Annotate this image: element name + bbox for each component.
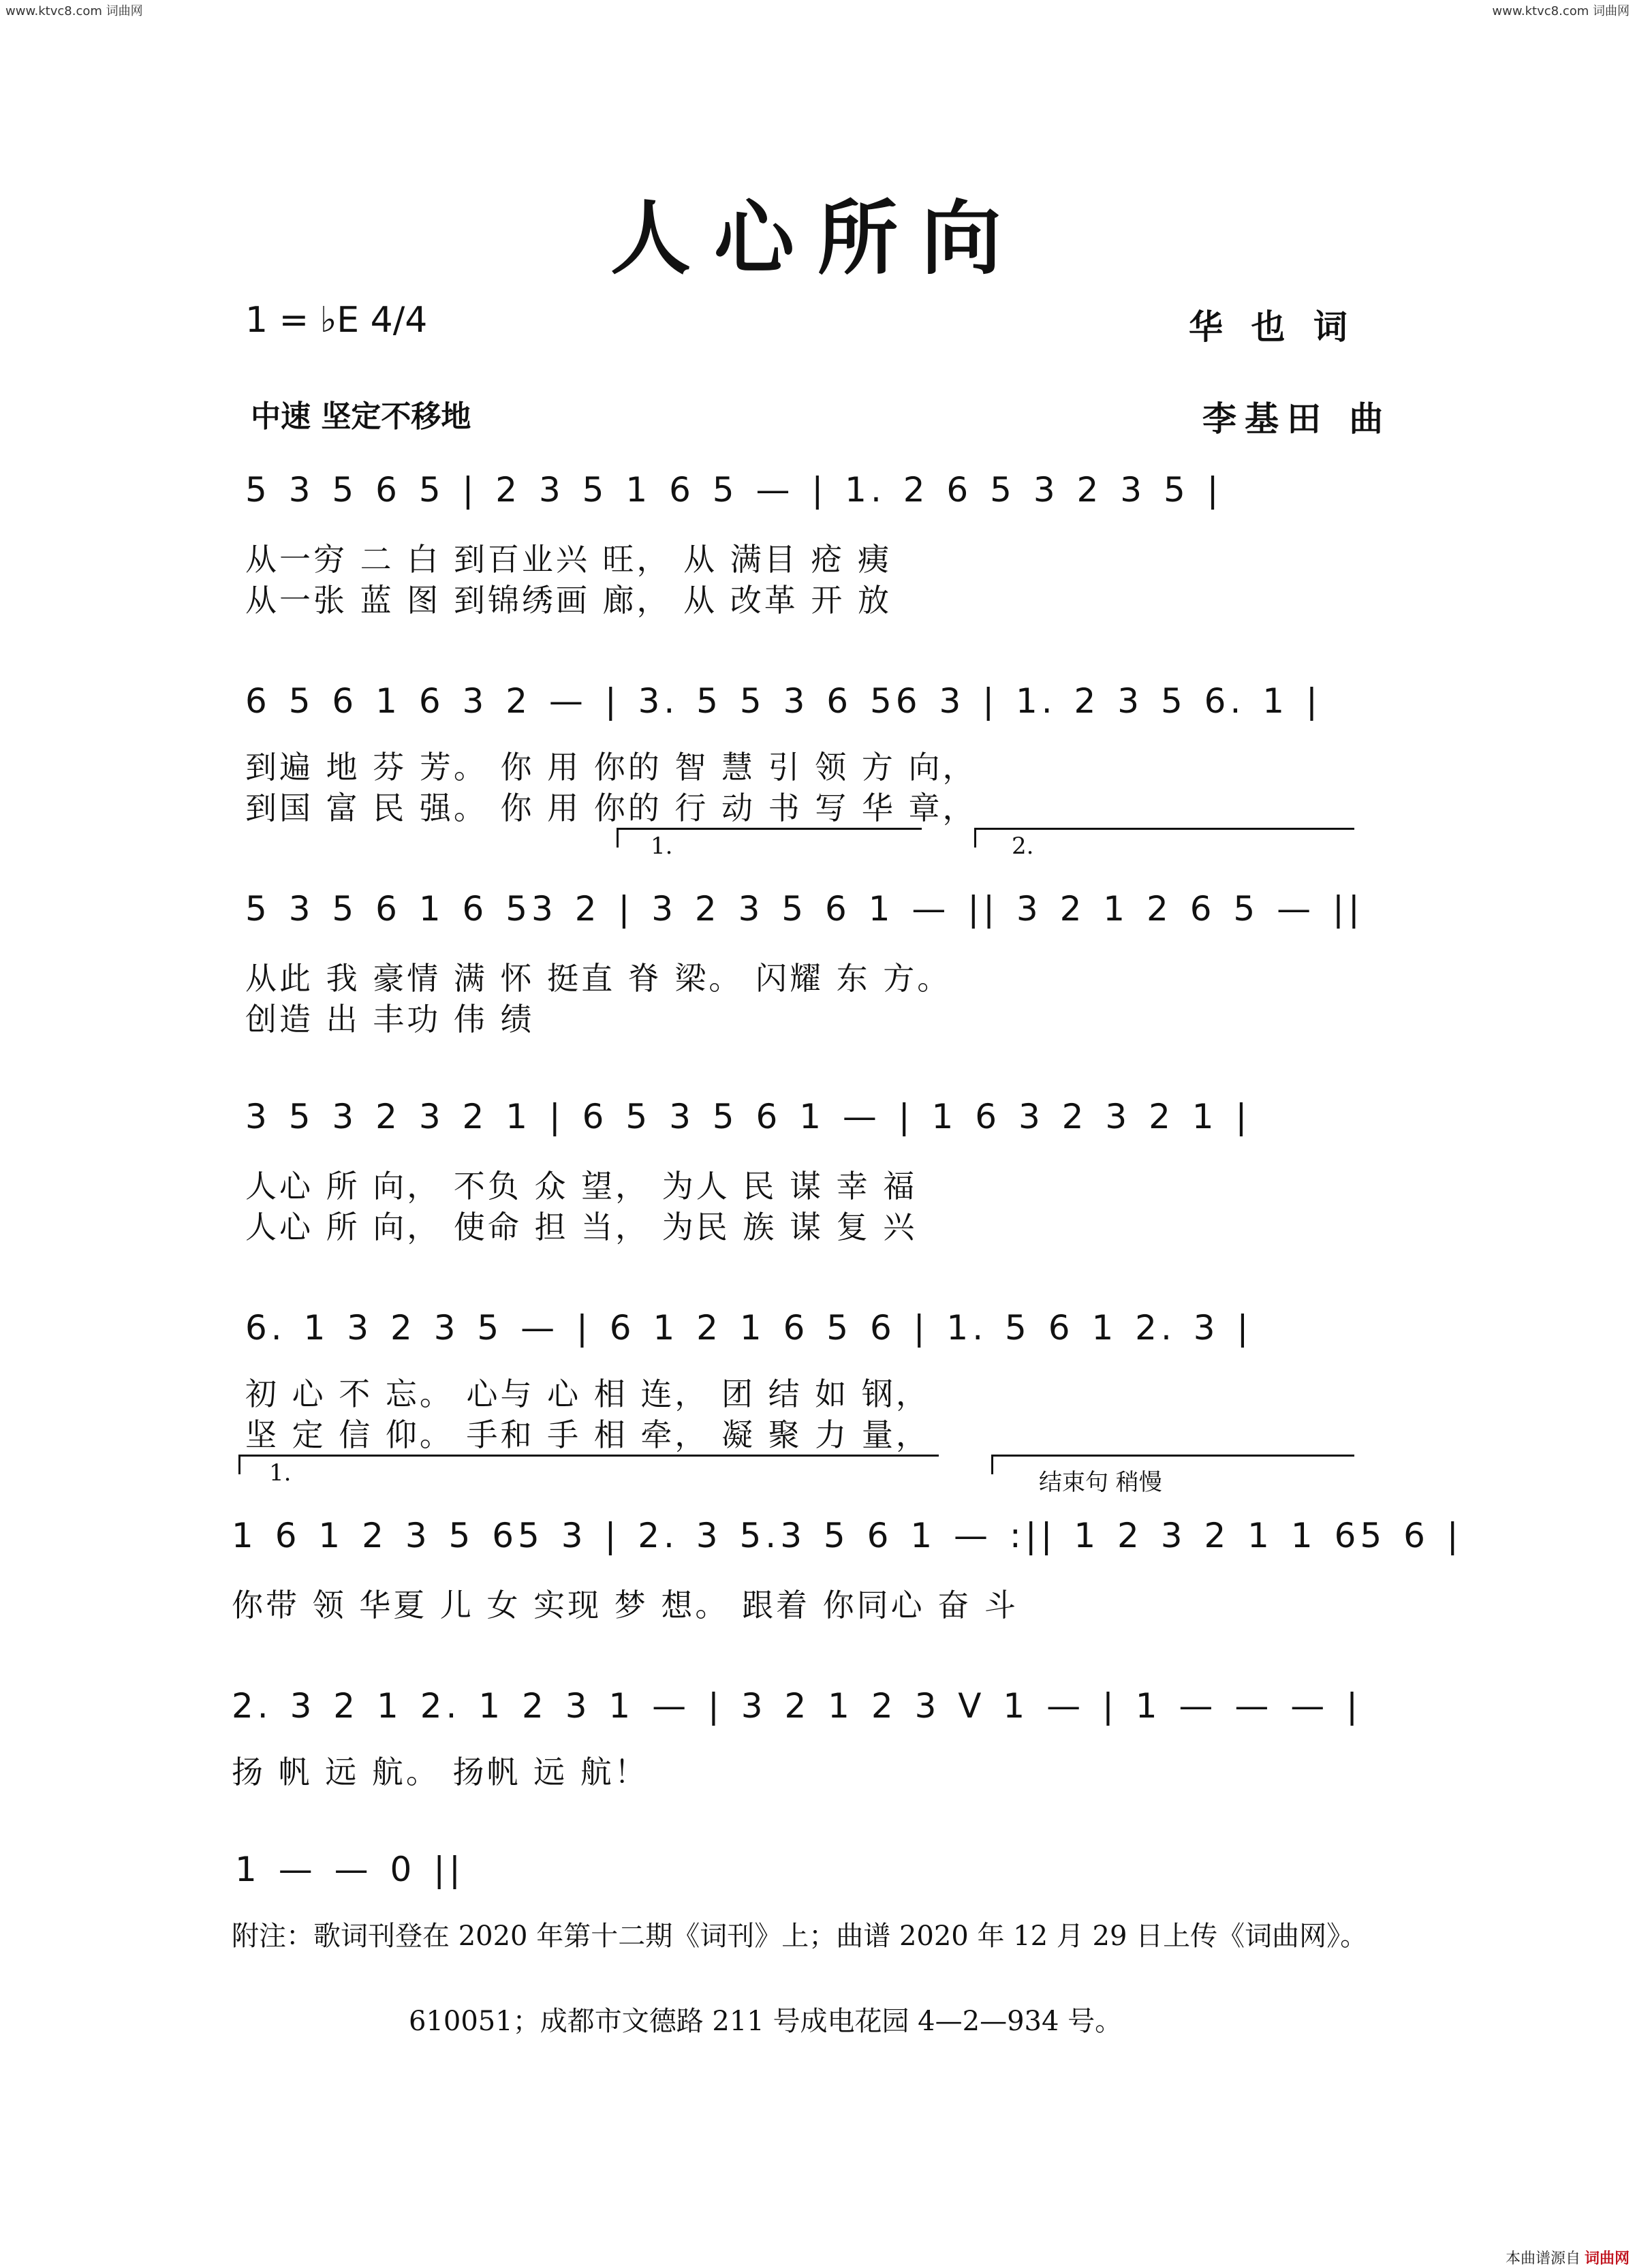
composer-credit: 李基田 曲	[1202, 399, 1392, 439]
footnote: 附注：歌词刊登在 2020 年第十二期《词刊》上；曲谱 2020 年 12 月 29 日上传《词曲网》。	[232, 1921, 1368, 1952]
notation-line-5: 6. 1 3 2 3 5 — | 6 1 2 1 6 5 6 | 1. 5 6 1 2. 3 |	[245, 1308, 1253, 1348]
lyrics-line-5-verse-2: 坚 定 信 仰。 手和 手 相 牵， 凝 聚 力 量，	[245, 1416, 930, 1453]
volta-bracket-ending	[238, 1455, 939, 1474]
lyrics-line-1-verse-1: 从一穷 二 白 到百业兴 旺， 从 满目 疮 痍	[245, 541, 892, 578]
site-watermark-left: www.ktvc8.com 词曲网	[5, 4, 143, 18]
volta-label-2: 2.	[1012, 833, 1034, 860]
ending-direction: 结束句 稍慢	[1039, 1469, 1162, 1496]
notation-line-7: 2. 3 2 1 2. 1 2 3 1 — | 3 2 1 2 3 V 1 — | 1 — — — |	[232, 1686, 1362, 1726]
brand-logo: 词曲网	[1584, 2250, 1630, 2267]
contact-address: 610051；成都市文德路 211 号成电花园 4—2—934 号。	[409, 2006, 1123, 2037]
lyrics-line-5-verse-1: 初 心 不 忘。 心与 心 相 连， 团 结 如 钢，	[245, 1376, 930, 1412]
lyrics-line-4-verse-1: 人心 所 向， 不负 众 望， 为人 民 谋 幸 福	[245, 1168, 918, 1205]
lyrics-line-6: 你带 领 华夏 儿 女 实现 梦 想。 跟着 你同心 奋 斗	[232, 1587, 1018, 1624]
lyrics-line-3-verse-1: 从此 我 豪情 满 怀 挺直 脊 梁。 闪耀 东 方。	[245, 960, 952, 997]
lyrics-line-4-verse-2: 人心 所 向， 使命 担 当， 为民 族 谋 复 兴	[245, 1209, 918, 1245]
notation-line-3: 5 3 5 6 1 6 53 2 | 3 2 3 5 6 1 — || 3 2 1 2 6 5 — ||	[245, 889, 1364, 929]
lyrics-line-2-verse-1: 到遍 地 芬 芳。 你 用 你的 智 慧 引 领 方 向，	[245, 749, 977, 786]
lyricist-credit: 华 也 词	[1189, 307, 1356, 347]
lyrics-line-2-verse-2: 到国 富 民 强。 你 用 你的 行 动 书 写 华 章，	[245, 790, 977, 826]
site-watermark-right: www.ktvc8.com 词曲网	[1492, 4, 1630, 18]
notation-line-6: 1 6 1 2 3 5 65 3 | 2. 3 5.3 5 6 1 — :|| 1 2 3 2 1 1 65 6 |	[232, 1516, 1463, 1555]
notation-line-8: 1 — — 0 ||	[235, 1850, 465, 1889]
volta-label-1: 1.	[651, 833, 673, 860]
key-signature: 1 = ♭E 4/4	[245, 300, 428, 341]
notation-line-4: 3 5 3 2 3 2 1 | 6 5 3 5 6 1 — | 1 6 3 2 3 2 1 |	[245, 1097, 1251, 1136]
tempo-marking: 中速 坚定不移地	[251, 399, 471, 434]
volta-label-ending: 1.	[269, 1459, 292, 1487]
lyrics-line-7: 扬 帆 远 航。 扬帆 远 航！	[232, 1754, 649, 1790]
lyrics-line-1-verse-2: 从一张 蓝 图 到锦绣画 廊， 从 改革 开 放	[245, 582, 892, 619]
song-title: 人心所向	[610, 191, 1025, 285]
notation-line-1: 5 3 5 6 5 | 2 3 5 1 6 5 — | 1. 2 6 5 3 2 3 5 |	[245, 470, 1223, 510]
lyrics-line-3-verse-2: 创造 出 丰功 伟 绩	[245, 1001, 535, 1038]
notation-line-2: 6 5 6 1 6 3 2 — | 3. 5 5 3 6 56 3 | 1. 2 3 5 6. 1 |	[245, 681, 1322, 721]
source-label: 本曲谱源自	[1505, 2250, 1580, 2267]
